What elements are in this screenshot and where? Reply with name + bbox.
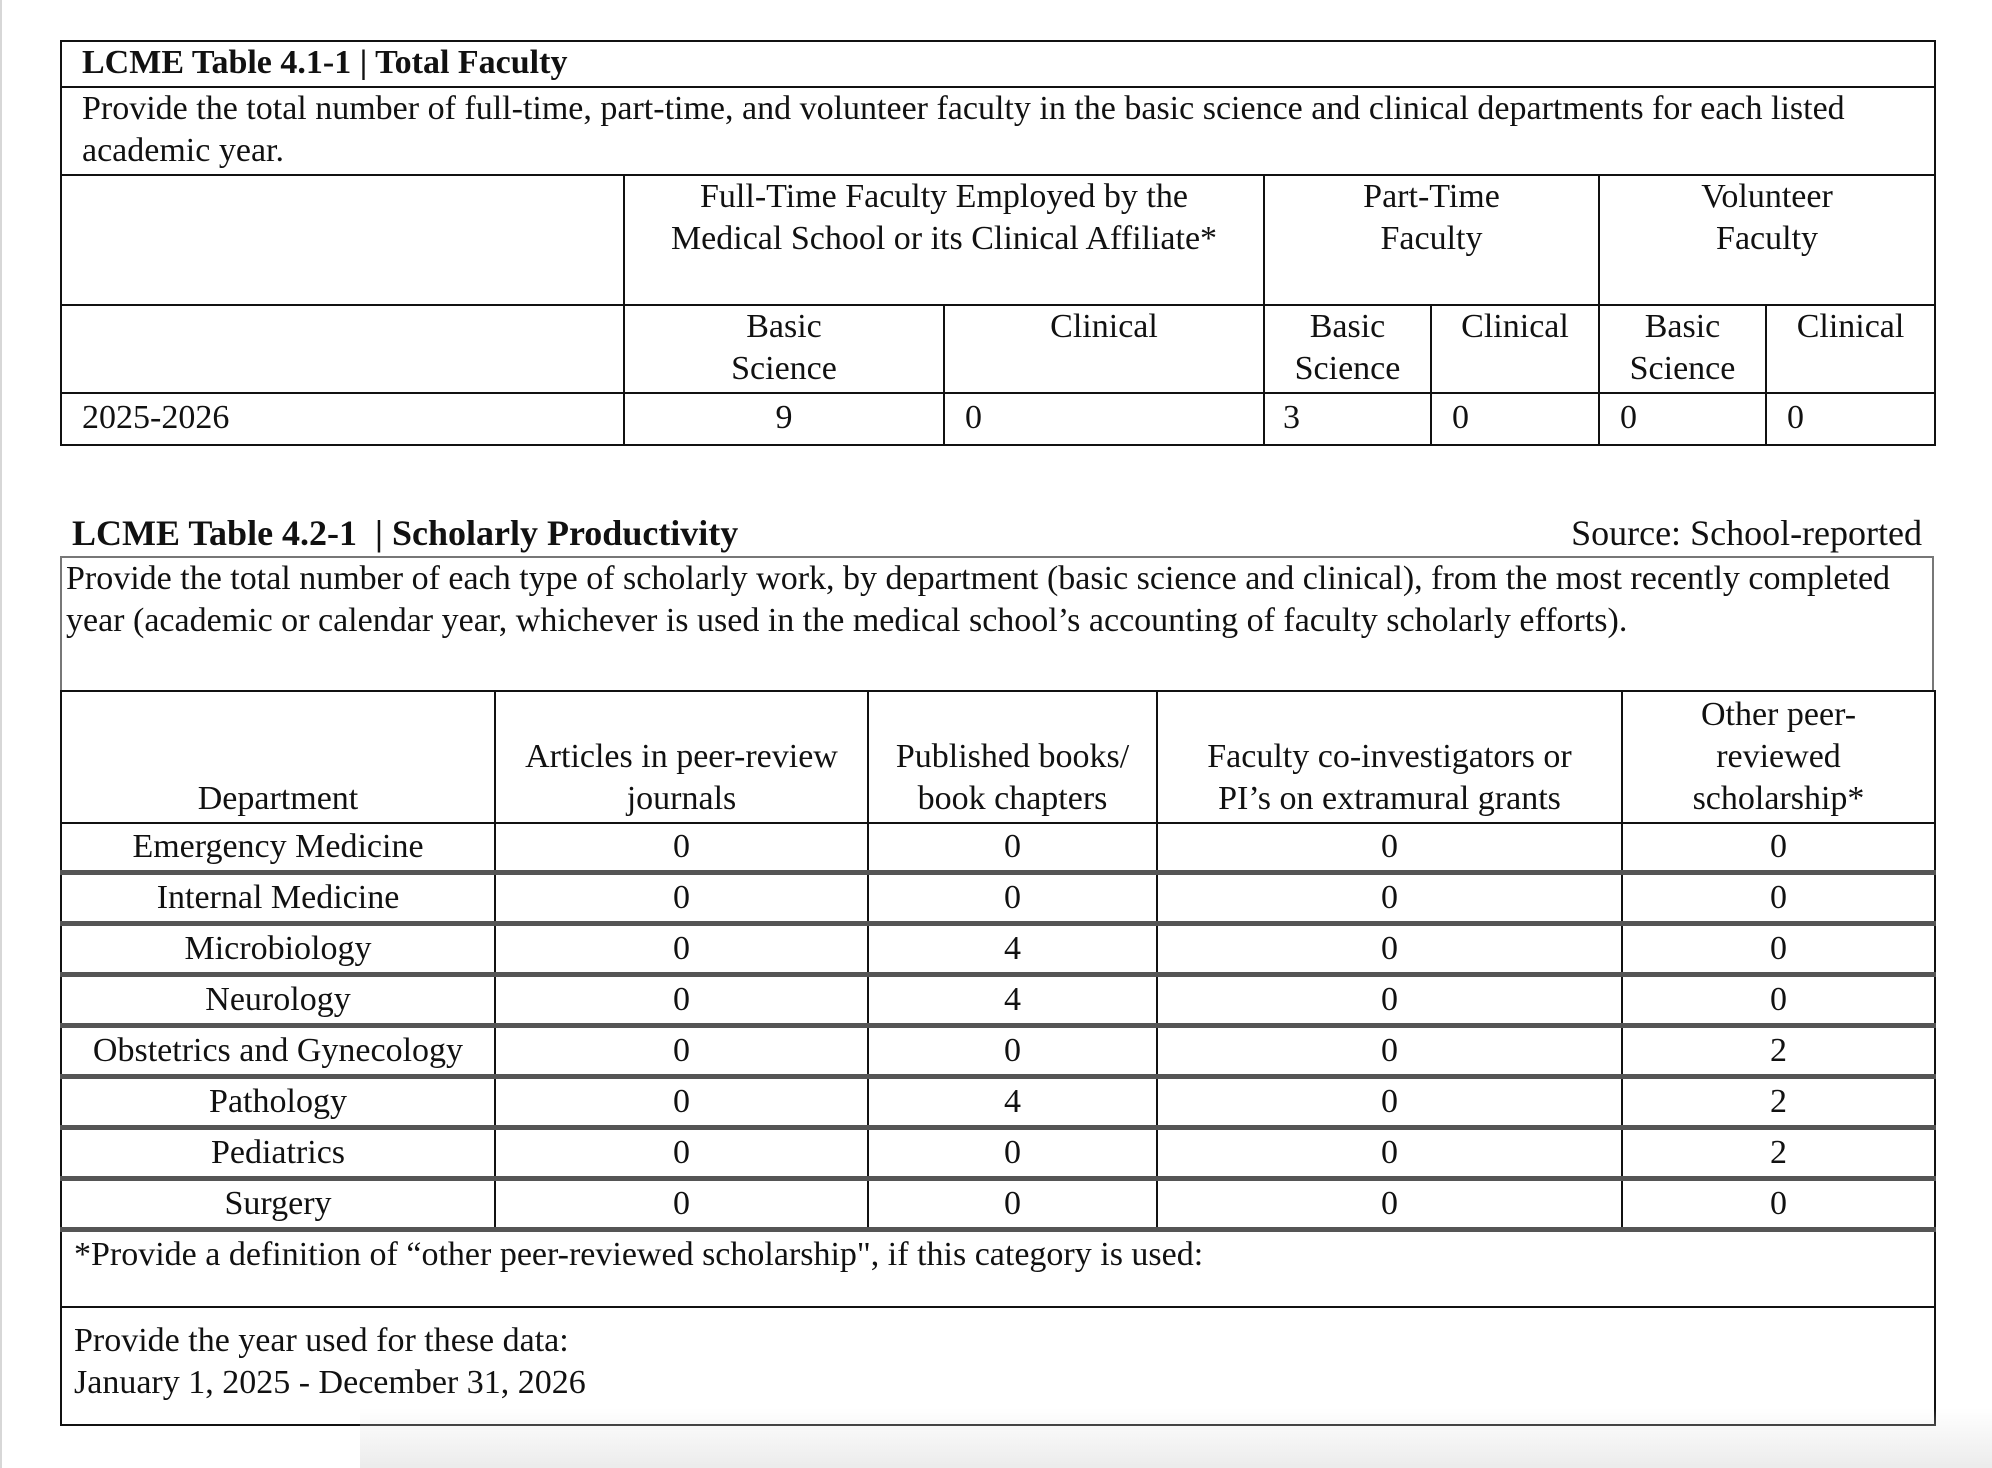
articles-value: 0 [495, 1026, 868, 1077]
vol-basic-science-value: 0 [1599, 393, 1766, 445]
table-4-2-instructions: Provide the total number of each type of scholarly work, by department (basic science and clinical), from the most recently completed year (academic or calendar year, whichever is used in the medical school’s accounting of faculty scholarly efforts). [60, 556, 1934, 690]
articles-header: Articles in peer-review journals [495, 691, 868, 823]
department-header: Department [61, 691, 495, 823]
data-year-value: January 1, 2025 - December 31, 2026 [74, 1364, 586, 1401]
other-scholarship-footnote: *Provide a definition of “other peer-reviewed scholarship", if this category is used: [61, 1230, 1935, 1308]
department-name: Internal Medicine [61, 873, 495, 924]
vol-basic-science-header: Basic Science [1599, 305, 1766, 393]
department-name: Pathology [61, 1077, 495, 1128]
data-year-label: Provide the year used for these data: [74, 1322, 569, 1359]
pt-basic-science-value: 3 [1264, 393, 1431, 445]
other-scholarship-header: Other peer-reviewed scholarship* [1622, 691, 1935, 823]
ft-clinical-value: 0 [944, 393, 1264, 445]
empty-subheader-cell [61, 305, 624, 393]
pt-clinical-header: Clinical [1431, 305, 1599, 393]
table-title: LCME Table 4.1-1 | Total Faculty [61, 41, 1935, 87]
grants-value: 0 [1157, 1179, 1622, 1230]
table-4-2-title [72, 512, 738, 554]
books-value: 0 [868, 1128, 1157, 1179]
volunteer-faculty-header: Volunteer Faculty [1599, 175, 1935, 305]
page-bottom-shadow [360, 1408, 1992, 1468]
articles-value: 0 [495, 1128, 868, 1179]
vol-clinical-value: 0 [1766, 393, 1935, 445]
books-value: 4 [868, 975, 1157, 1026]
books-header: Published books/ book chapters [868, 691, 1157, 823]
empty-header-cell [61, 175, 624, 305]
table-row [61, 1179, 1935, 1230]
grants-value: 0 [1157, 924, 1622, 975]
part-time-faculty-header: Part-Time Faculty [1264, 175, 1599, 305]
source-label: Source: School-reported [1571, 513, 1922, 553]
ft-basic-science-header: Basic Science [624, 305, 944, 393]
other-value: 0 [1622, 975, 1935, 1026]
articles-value: 0 [495, 1077, 868, 1128]
table-4-2-subtitle: | Scholarly Productivity [375, 513, 739, 553]
other-value: 2 [1622, 1128, 1935, 1179]
grants-value: 0 [1157, 1128, 1622, 1179]
vol-clinical-header: Clinical [1766, 305, 1935, 393]
articles-value: 0 [495, 873, 868, 924]
grants-value: 0 [1157, 975, 1622, 1026]
academic-year-cell: 2025-2026 [61, 393, 624, 445]
department-name: Microbiology [61, 924, 495, 975]
grants-value: 0 [1157, 1026, 1622, 1077]
other-value: 0 [1622, 823, 1935, 873]
ft-clinical-header: Clinical [944, 305, 1264, 393]
articles-value: 0 [495, 924, 868, 975]
page-left-edge [0, 0, 2, 1468]
department-name: Emergency Medicine [61, 823, 495, 873]
grants-value: 0 [1157, 873, 1622, 924]
table-row [61, 1077, 1935, 1128]
books-value: 4 [868, 924, 1157, 975]
articles-value: 0 [495, 823, 868, 873]
articles-value: 0 [495, 975, 868, 1026]
articles-value: 0 [495, 1179, 868, 1230]
department-name: Pediatrics [61, 1128, 495, 1179]
other-value: 0 [1622, 924, 1935, 975]
department-name: Obstetrics and Gynecology [61, 1026, 495, 1077]
table-4-2-number: LCME Table 4.2-1 [72, 513, 358, 553]
other-value: 0 [1622, 873, 1935, 924]
table-row [61, 1128, 1935, 1179]
table-row [61, 975, 1935, 1026]
total-faculty-table [60, 40, 1936, 446]
other-value: 2 [1622, 1077, 1935, 1128]
table-row [61, 873, 1935, 924]
department-name: Surgery [61, 1179, 495, 1230]
books-value: 0 [868, 873, 1157, 924]
books-value: 0 [868, 823, 1157, 873]
table-row [61, 823, 1935, 873]
grants-value: 0 [1157, 823, 1622, 873]
pt-clinical-value: 0 [1431, 393, 1599, 445]
other-value: 2 [1622, 1026, 1935, 1077]
scholarly-productivity-table [60, 690, 1936, 1426]
grants-header: Faculty co-investigators or PI’s on extramural grants [1157, 691, 1622, 823]
table-instructions: Provide the total number of full-time, part-time, and volunteer faculty in the basic science and clinical departments for each listed academic year. [61, 87, 1935, 175]
books-value: 0 [868, 1179, 1157, 1230]
department-name: Neurology [61, 975, 495, 1026]
full-time-faculty-header: Full-Time Faculty Employed by the Medical School or its Clinical Affiliate* [624, 175, 1264, 305]
table-row [61, 924, 1935, 975]
books-value: 0 [868, 1026, 1157, 1077]
pt-basic-science-header: Basic Science [1264, 305, 1431, 393]
other-value: 0 [1622, 1179, 1935, 1230]
books-value: 4 [868, 1077, 1157, 1128]
ft-basic-science-value: 9 [624, 393, 944, 445]
grants-value: 0 [1157, 1077, 1622, 1128]
table-row [61, 1026, 1935, 1077]
